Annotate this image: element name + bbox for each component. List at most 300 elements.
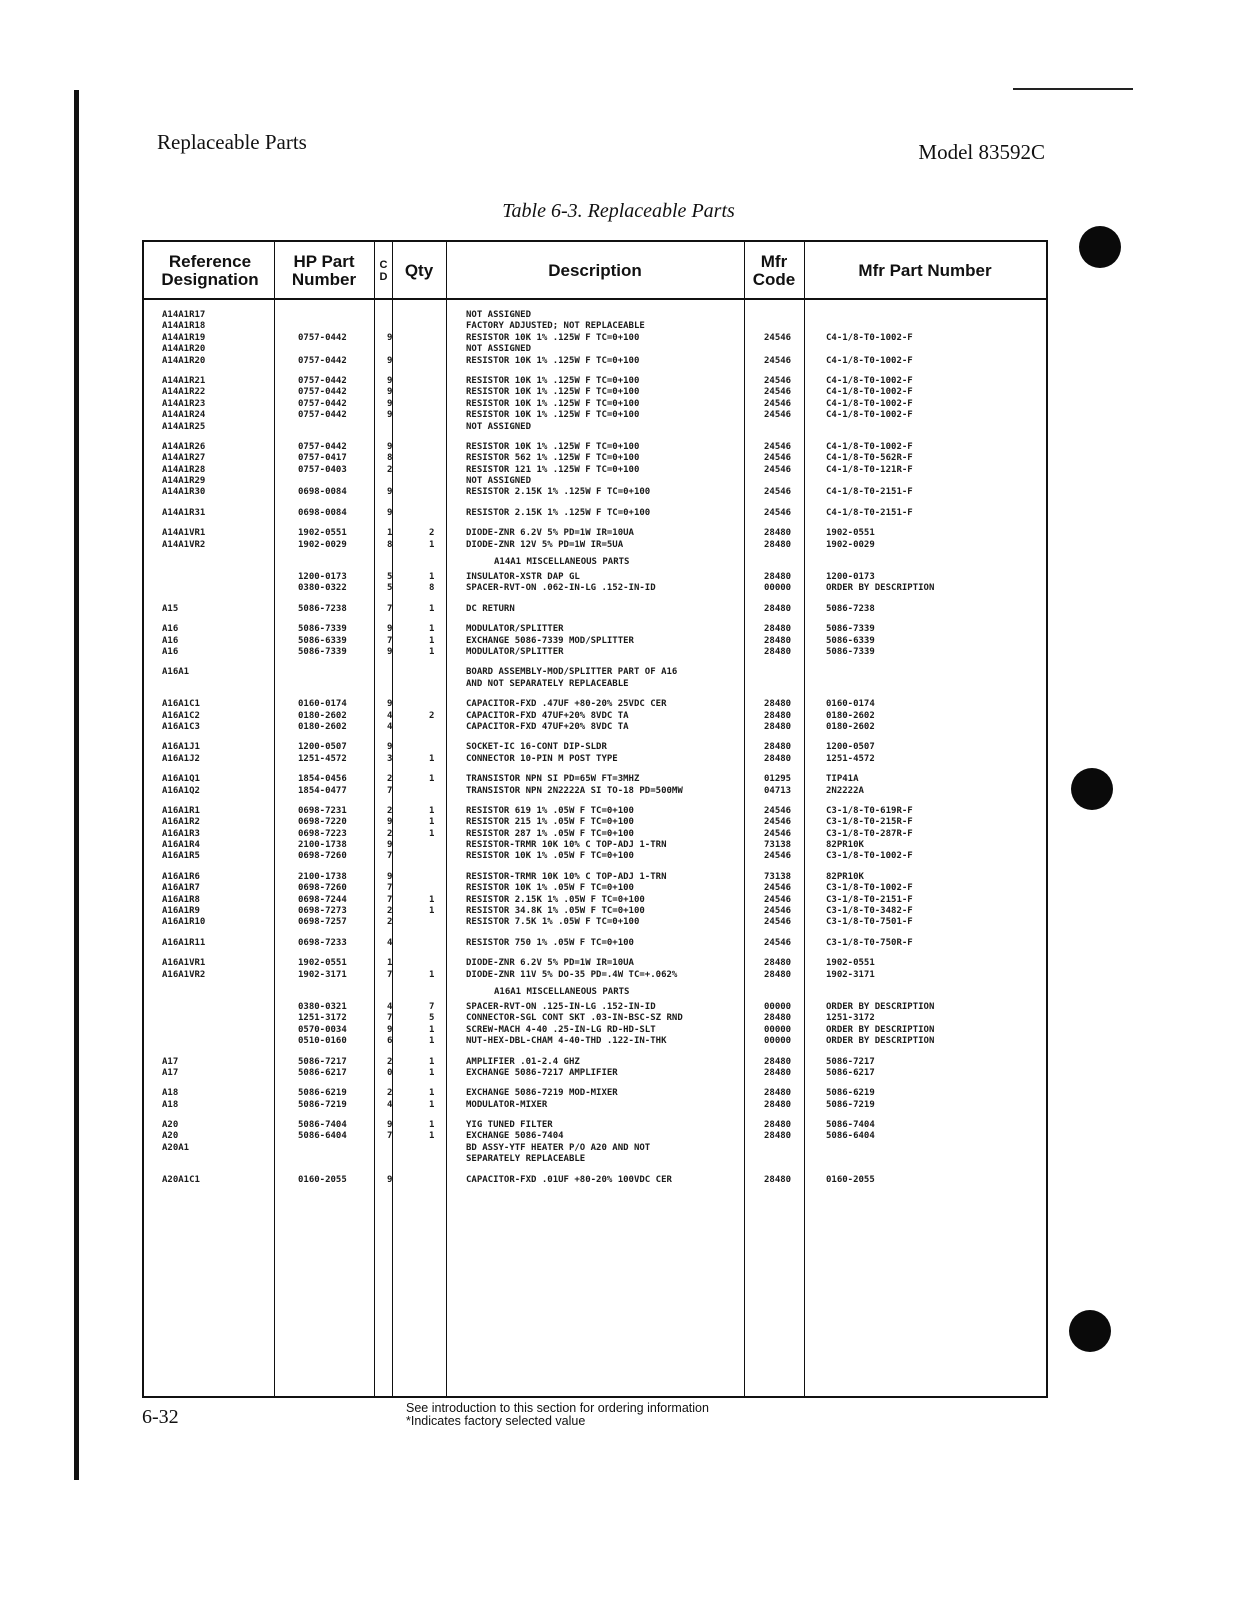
cell-hp: 0180-2602 — [298, 710, 347, 721]
cell-mfr: 01295 — [764, 774, 792, 785]
cell-hp: 0380-0321 — [298, 1001, 347, 1012]
column-header-qty: Qty — [404, 261, 434, 280]
cell-mfr: 28480 — [764, 635, 792, 646]
table-row — [144, 1013, 1046, 1024]
table-row — [144, 528, 1046, 539]
cell-desc: RESISTOR 2.15K 1% .05W F TC=0+100 — [466, 894, 645, 905]
cell-mfr: 28480 — [764, 969, 792, 980]
model-number: Model 83592C — [918, 140, 1045, 164]
cell-desc: CAPACITOR-FXD 47UF+20% 8VDC TA — [466, 710, 629, 721]
cell-cd: 2 — [387, 828, 393, 839]
cell-desc: RESISTOR 10K 1% .05W F TC=0+100 — [466, 883, 634, 894]
cell-mpn: C3-1/8-T0-215R-F — [826, 817, 913, 828]
header-divider — [144, 298, 1046, 300]
cell-desc: NOT ASSIGNED — [466, 421, 532, 432]
cell-ref: A17 — [162, 1056, 179, 1067]
table-row — [144, 1025, 1046, 1036]
cell-desc: TRANSISTOR NPN 2N2222A SI TO-18 PD=500MW — [466, 785, 683, 796]
cell-ref: A16A1C1 — [162, 699, 200, 710]
cell-hp: 0757-0442 — [298, 375, 347, 386]
cell-cd: 7 — [387, 969, 393, 980]
cell-mpn: C4-1/8-T0-1002-F — [826, 398, 913, 409]
cell-ref: A14A1R24 — [162, 410, 206, 421]
cell-hp: 0757-0442 — [298, 387, 347, 398]
cell-mfr: 00000 — [764, 583, 792, 594]
cell-mpn: 5086-6404 — [826, 1131, 875, 1142]
table-row — [144, 636, 1046, 647]
binder-hole — [1069, 1310, 1111, 1352]
cell-cd: 4 — [387, 721, 393, 732]
cell-qty: 1 — [429, 817, 435, 828]
cell-ref: A16A1R4 — [162, 840, 200, 851]
cell-cd: 9 — [387, 624, 393, 635]
cell-mpn: C4-1/8-T0-1002-F — [826, 441, 913, 452]
table-row — [144, 410, 1046, 421]
cell-qty: 1 — [429, 603, 435, 614]
cell-mpn: 1902-0029 — [826, 539, 875, 550]
table-row — [144, 1120, 1046, 1131]
cell-ref: A16A1R11 — [162, 937, 206, 948]
cell-desc: EXCHANGE 5086-7217 AMPLIFIER — [466, 1067, 618, 1078]
cell-ref: A16A1VR1 — [162, 958, 206, 969]
cell-mfr: 28480 — [764, 1099, 792, 1110]
cell-ref: A20 — [162, 1120, 179, 1131]
cell-mpn: TIP41A — [826, 774, 859, 785]
cell-desc: DIODE-ZNR 6.2V 5% PD=1W IR=10UA — [466, 528, 634, 539]
table-row — [144, 624, 1046, 635]
cell-ref: A16 — [162, 635, 179, 646]
cell-ref: A16A1C3 — [162, 721, 200, 732]
cell-ref: A16A1R10 — [162, 917, 206, 928]
cell-desc: SOCKET-IC 16-CONT DIP-SLDR — [466, 742, 607, 753]
column-header-mfr-code: Mfr Code — [752, 252, 796, 289]
cell-ref: A16A1R9 — [162, 906, 200, 917]
table-row — [144, 310, 1046, 321]
cell-mfr: 24546 — [764, 828, 792, 839]
misc-parts-subheader: A14A1 MISCELLANEOUS PARTS — [494, 557, 630, 568]
footer-note-line: *Indicates factory selected value — [406, 1414, 586, 1428]
cell-desc: EXCHANGE 5086-7339 MOD/SPLITTER — [466, 635, 634, 646]
cell-qty: 1 — [429, 1036, 435, 1047]
cell-qty: 1 — [429, 805, 435, 816]
cell-qty: 1 — [429, 1056, 435, 1067]
top-rule — [1013, 88, 1133, 90]
cell-ref: A16A1R8 — [162, 894, 200, 905]
table-row — [144, 344, 1046, 355]
column-header-reference: Reference Designation — [161, 252, 259, 289]
cell-hp: 0698-7223 — [298, 828, 347, 839]
cell-cd: 2 — [387, 464, 393, 475]
cell-hp: 5086-6217 — [298, 1067, 347, 1078]
table-row — [144, 774, 1046, 785]
cell-desc: MODULATOR/SPLITTER — [466, 624, 564, 635]
cell-mfr: 00000 — [764, 1036, 792, 1047]
cell-qty: 1 — [429, 774, 435, 785]
cell-ref: A16A1Q1 — [162, 774, 200, 785]
cell-qty: 2 — [429, 528, 435, 539]
cell-qty: 1 — [429, 894, 435, 905]
cell-ref: A16A1R3 — [162, 828, 200, 839]
cell-mfr: 28480 — [764, 1067, 792, 1078]
cell-ref: A16A1R6 — [162, 871, 200, 882]
cell-cd: 7 — [387, 1131, 393, 1142]
page-number: 6-32 — [142, 1406, 179, 1428]
cell-hp: 0698-7257 — [298, 917, 347, 928]
cell-ref: A15 — [162, 603, 179, 614]
cell-hp: 0757-0442 — [298, 355, 347, 366]
cell-ref: A14A1R18 — [162, 321, 206, 332]
cell-hp: 0698-7220 — [298, 817, 347, 828]
cell-cd: 9 — [387, 507, 393, 518]
cell-mpn: ORDER BY DESCRIPTION — [826, 583, 935, 594]
cell-ref: A14A1R26 — [162, 441, 206, 452]
cell-mfr: 28480 — [764, 742, 792, 753]
cell-mpn: 0180-2602 — [826, 710, 875, 721]
cell-hp: 5086-6219 — [298, 1088, 347, 1099]
table-row — [144, 1143, 1046, 1154]
cell-hp: 0757-0403 — [298, 464, 347, 475]
cell-desc: MODULATOR/SPLITTER — [466, 646, 564, 657]
cell-qty: 2 — [429, 710, 435, 721]
cell-desc: RESISTOR 10K 1% .125W F TC=0+100 — [466, 375, 640, 386]
table-row — [144, 540, 1046, 551]
cell-ref: A16 — [162, 646, 179, 657]
cell-desc: NOT ASSIGNED — [466, 476, 532, 487]
cell-mfr: 24546 — [764, 487, 792, 498]
cell-desc: DIODE-ZNR 12V 5% PD=1W IR=5UA — [466, 539, 624, 550]
cell-hp: 1251-4572 — [298, 753, 347, 764]
cell-mpn: 5086-6339 — [826, 635, 875, 646]
cell-cd: 9 — [387, 1174, 393, 1185]
cell-desc: NOT ASSIGNED — [466, 310, 532, 320]
table-row — [144, 1057, 1046, 1068]
table-row — [144, 487, 1046, 498]
cell-mpn: 5086-7219 — [826, 1099, 875, 1110]
cell-qty: 1 — [429, 1099, 435, 1110]
table-row — [144, 917, 1046, 928]
cell-desc: RESISTOR 10K 1% .125W F TC=0+100 — [466, 355, 640, 366]
cell-mfr: 24546 — [764, 894, 792, 905]
table-row — [144, 508, 1046, 519]
cell-ref: A16A1R5 — [162, 851, 200, 862]
cell-cd: 7 — [387, 851, 393, 862]
footer-note-line: See introduction to this section for ordering information — [406, 1401, 709, 1415]
cell-desc: SPACER-RVT-ON .062-IN-LG .152-IN-ID — [466, 583, 656, 594]
cell-mpn: C4-1/8-T0-2151-F — [826, 507, 913, 518]
cell-desc: BD ASSY-YTF HEATER P/O A20 AND NOT — [466, 1142, 651, 1153]
cell-qty: 1 — [429, 1131, 435, 1142]
cell-hp: 1200-0507 — [298, 742, 347, 753]
margin-bar — [74, 90, 79, 1480]
table-row — [144, 1002, 1046, 1013]
cell-desc: RESISTOR 10K 1% .125W F TC=0+100 — [466, 441, 640, 452]
cell-desc: NUT-HEX-DBL-CHAM 4-40-THD .122-IN-THK — [466, 1036, 667, 1047]
cell-desc: NOT ASSIGNED — [466, 344, 532, 355]
cell-mfr: 28480 — [764, 646, 792, 657]
cell-qty: 1 — [429, 1024, 435, 1035]
cell-hp: 0757-0442 — [298, 332, 347, 343]
cell-cd: 9 — [387, 387, 393, 398]
cell-desc: EXCHANGE 5086-7404 — [466, 1131, 564, 1142]
cell-mpn: C4-1/8-T0-1002-F — [826, 375, 913, 386]
cell-ref: A14A1R25 — [162, 421, 206, 432]
cell-cd: 9 — [387, 817, 393, 828]
cell-desc: RESISTOR 562 1% .125W F TC=0+100 — [466, 453, 640, 464]
cell-hp: 0757-0442 — [298, 398, 347, 409]
cell-mpn: 5086-6217 — [826, 1067, 875, 1078]
cell-mpn: C3-1/8-T0-287R-F — [826, 828, 913, 839]
cell-mpn: ORDER BY DESCRIPTION — [826, 1024, 935, 1035]
cell-hp: 0160-0174 — [298, 699, 347, 710]
cell-mfr: 28480 — [764, 1174, 792, 1185]
cell-desc: RESISTOR-TRMR 10K 10% C TOP-ADJ 1-TRN — [466, 871, 667, 882]
cell-cd: 0 — [387, 1067, 393, 1078]
table-row — [144, 851, 1046, 862]
cell-hp: 0698-7273 — [298, 906, 347, 917]
cell-mfr: 24546 — [764, 410, 792, 421]
table-row — [144, 1131, 1046, 1142]
cell-hp: 1854-0477 — [298, 785, 347, 796]
cell-mfr: 73138 — [764, 840, 792, 851]
cell-mfr: 28480 — [764, 539, 792, 550]
cell-desc: RESISTOR-TRMR 10K 10% C TOP-ADJ 1-TRN — [466, 840, 667, 851]
cell-ref: A20A1 — [162, 1142, 190, 1153]
cell-mfr: 28480 — [764, 721, 792, 732]
table-row — [144, 453, 1046, 464]
cell-mfr: 04713 — [764, 785, 792, 796]
cell-ref: A16A1J1 — [162, 742, 200, 753]
table-row — [144, 872, 1046, 883]
cell-desc: RESISTOR 215 1% .05W F TC=0+100 — [466, 817, 634, 828]
cell-desc: RESISTOR 619 1% .05W F TC=0+100 — [466, 805, 634, 816]
cell-cd: 6 — [387, 1036, 393, 1047]
cell-mpn: C3-1/8-T0-750R-F — [826, 937, 913, 948]
cell-cd: 7 — [387, 894, 393, 905]
cell-qty: 1 — [429, 906, 435, 917]
binder-hole — [1079, 226, 1121, 268]
cell-mpn: 82PR10K — [826, 840, 864, 851]
cell-cd: 9 — [387, 332, 393, 343]
table-row — [144, 583, 1046, 594]
cell-hp: 0698-0084 — [298, 507, 347, 518]
table-row — [144, 786, 1046, 797]
cell-cd: 9 — [387, 1120, 393, 1131]
cell-desc: RESISTOR 10K 1% .125W F TC=0+100 — [466, 398, 640, 409]
table-row — [144, 883, 1046, 894]
cell-desc: RESISTOR 10K 1% .125W F TC=0+100 — [466, 332, 640, 343]
cell-hp: 0698-7231 — [298, 805, 347, 816]
cell-cd: 5 — [387, 572, 393, 583]
cell-desc: RESISTOR 121 1% .125W F TC=0+100 — [466, 464, 640, 475]
cell-ref: A14A1VR2 — [162, 539, 206, 550]
cell-mpn: 5086-7339 — [826, 624, 875, 635]
cell-mfr: 24546 — [764, 917, 792, 928]
cell-mpn: 5086-7238 — [826, 603, 875, 614]
table-row — [144, 840, 1046, 851]
cell-mpn: C4-1/8-T0-121R-F — [826, 464, 913, 475]
cell-hp: 5086-6339 — [298, 635, 347, 646]
cell-mpn: 1902-0551 — [826, 528, 875, 539]
cell-desc: RESISTOR 10K 1% .05W F TC=0+100 — [466, 851, 634, 862]
cell-mfr: 28480 — [764, 624, 792, 635]
cell-mpn: 0180-2602 — [826, 721, 875, 732]
cell-cd: 2 — [387, 906, 393, 917]
cell-mfr: 00000 — [764, 1024, 792, 1035]
cell-mfr: 24546 — [764, 355, 792, 366]
table-row — [144, 895, 1046, 906]
cell-hp: 5086-7404 — [298, 1120, 347, 1131]
table-row — [144, 742, 1046, 753]
cell-ref: A14A1R20 — [162, 355, 206, 366]
table-row — [144, 422, 1046, 433]
cell-mfr: 28480 — [764, 753, 792, 764]
cell-cd: 7 — [387, 883, 393, 894]
table-row — [144, 938, 1046, 949]
cell-qty: 1 — [429, 1067, 435, 1078]
cell-desc: SEPARATELY REPLACEABLE — [466, 1154, 586, 1165]
cell-desc: MODULATOR-MIXER — [466, 1099, 548, 1110]
table-row — [144, 906, 1046, 917]
cell-mfr: 28480 — [764, 710, 792, 721]
cell-cd: 1 — [387, 528, 393, 539]
cell-mpn: 1902-0551 — [826, 958, 875, 969]
cell-ref: A20A1C1 — [162, 1174, 200, 1185]
cell-ref: A14A1R23 — [162, 398, 206, 409]
cell-hp: 1854-0456 — [298, 774, 347, 785]
cell-hp: 2100-1738 — [298, 840, 347, 851]
cell-qty: 8 — [429, 583, 435, 594]
cell-desc: AMPLIFIER .01-2.4 GHZ — [466, 1056, 580, 1067]
cell-hp: 1251-3172 — [298, 1013, 347, 1024]
parts-table — [142, 240, 1048, 1398]
table-row — [144, 647, 1046, 658]
cell-ref: A18 — [162, 1088, 179, 1099]
cell-mfr: 24546 — [764, 906, 792, 917]
table-row — [144, 387, 1046, 398]
cell-hp: 5086-7238 — [298, 603, 347, 614]
cell-mfr: 24546 — [764, 398, 792, 409]
cell-mpn: C3-1/8-T0-619R-F — [826, 805, 913, 816]
cell-mfr: 24546 — [764, 464, 792, 475]
cell-mfr: 24546 — [764, 453, 792, 464]
cell-ref: A16A1Q2 — [162, 785, 200, 796]
cell-mfr: 24546 — [764, 387, 792, 398]
cell-desc: CAPACITOR-FXD .01UF +80-20% 100VDC CER — [466, 1174, 672, 1185]
cell-mfr: 24546 — [764, 851, 792, 862]
table-row — [144, 679, 1046, 690]
cell-hp: 5086-7219 — [298, 1099, 347, 1110]
cell-desc: CAPACITOR-FXD .47UF +80-20% 25VDC CER — [466, 699, 667, 710]
cell-desc: DIODE-ZNR 11V 5% DO-35 PD=.4W TC=+.062% — [466, 969, 678, 980]
cell-desc: RESISTOR 287 1% .05W F TC=0+100 — [466, 828, 634, 839]
cell-cd: 7 — [387, 785, 393, 796]
cell-hp: 5086-7217 — [298, 1056, 347, 1067]
cell-mpn: C3-1/8-T0-1002-F — [826, 851, 913, 862]
cell-mpn: C3-1/8-T0-2151-F — [826, 894, 913, 905]
cell-mpn: 1902-3171 — [826, 969, 875, 980]
cell-ref: A14A1R17 — [162, 310, 206, 320]
cell-qty: 7 — [429, 1001, 435, 1012]
table-row — [144, 817, 1046, 828]
cell-cd: 9 — [387, 871, 393, 882]
cell-mpn: C3-1/8-T0-7501-F — [826, 917, 913, 928]
cell-cd: 4 — [387, 1001, 393, 1012]
table-row — [144, 442, 1046, 453]
table-row — [144, 476, 1046, 487]
cell-mfr: 28480 — [764, 1131, 792, 1142]
table-row — [144, 321, 1046, 332]
cell-mpn: 1200-0507 — [826, 742, 875, 753]
cell-cd: 9 — [387, 441, 393, 452]
cell-ref: A16A1 — [162, 667, 190, 678]
cell-mpn: ORDER BY DESCRIPTION — [826, 1036, 935, 1047]
cell-desc: RESISTOR 750 1% .05W F TC=0+100 — [466, 937, 634, 948]
cell-mfr: 24546 — [764, 805, 792, 816]
cell-mpn: 1251-4572 — [826, 753, 875, 764]
cell-mpn: C4-1/8-T0-1002-F — [826, 332, 913, 343]
cell-hp: 0698-7244 — [298, 894, 347, 905]
table-row — [144, 699, 1046, 710]
cell-mfr: 28480 — [764, 572, 792, 583]
cell-cd: 8 — [387, 539, 393, 550]
cell-ref: A14A1VR1 — [162, 528, 206, 539]
cell-mfr: 28480 — [764, 528, 792, 539]
cell-desc: DC RETURN — [466, 603, 515, 614]
cell-ref: A14A1R31 — [162, 507, 206, 518]
cell-cd: 5 — [387, 583, 393, 594]
cell-ref: A14A1R20 — [162, 344, 206, 355]
cell-desc: RESISTOR 2.15K 1% .125W F TC=0+100 — [466, 507, 651, 518]
cell-mfr: 24546 — [764, 937, 792, 948]
cell-hp: 0180-2602 — [298, 721, 347, 732]
cell-mfr: 24546 — [764, 441, 792, 452]
cell-cd: 7 — [387, 1013, 393, 1024]
cell-qty: 1 — [429, 539, 435, 550]
cell-desc: YIG TUNED FILTER — [466, 1120, 553, 1131]
cell-desc: CONNECTOR-SGL CONT SKT .03-IN-BSC-SZ RND — [466, 1013, 683, 1024]
cell-mpn: 5086-7404 — [826, 1120, 875, 1131]
cell-qty: 5 — [429, 1013, 435, 1024]
cell-cd: 9 — [387, 1024, 393, 1035]
cell-desc: RESISTOR 7.5K 1% .05W F TC=0+100 — [466, 917, 640, 928]
table-row — [144, 1036, 1046, 1047]
cell-hp: 0698-7233 — [298, 937, 347, 948]
cell-qty: 1 — [429, 1120, 435, 1131]
cell-mfr: 28480 — [764, 958, 792, 969]
cell-cd: 7 — [387, 635, 393, 646]
cell-qty: 1 — [429, 572, 435, 583]
table-row — [144, 667, 1046, 678]
cell-mpn: 5086-7217 — [826, 1056, 875, 1067]
cell-desc: TRANSISTOR NPN SI PD=65W FT=3MHZ — [466, 774, 640, 785]
cell-desc: AND NOT SEPARATELY REPLACEABLE — [466, 678, 629, 689]
cell-qty: 1 — [429, 646, 435, 657]
cell-hp: 0757-0417 — [298, 453, 347, 464]
cell-desc: RESISTOR 34.8K 1% .05W F TC=0+100 — [466, 906, 645, 917]
table-row — [144, 399, 1046, 410]
cell-cd: 9 — [387, 355, 393, 366]
table-row — [144, 970, 1046, 981]
cell-desc: INSULATOR-XSTR DAP GL — [466, 572, 580, 583]
section-title: Replaceable Parts — [157, 130, 307, 154]
cell-hp: 0510-0160 — [298, 1036, 347, 1047]
cell-qty: 1 — [429, 624, 435, 635]
cell-cd: 4 — [387, 1099, 393, 1110]
cell-cd: 9 — [387, 398, 393, 409]
cell-mpn: C4-1/8-T0-2151-F — [826, 487, 913, 498]
column-header-hp-part: HP Part Number — [291, 252, 357, 289]
table-row — [144, 1088, 1046, 1099]
